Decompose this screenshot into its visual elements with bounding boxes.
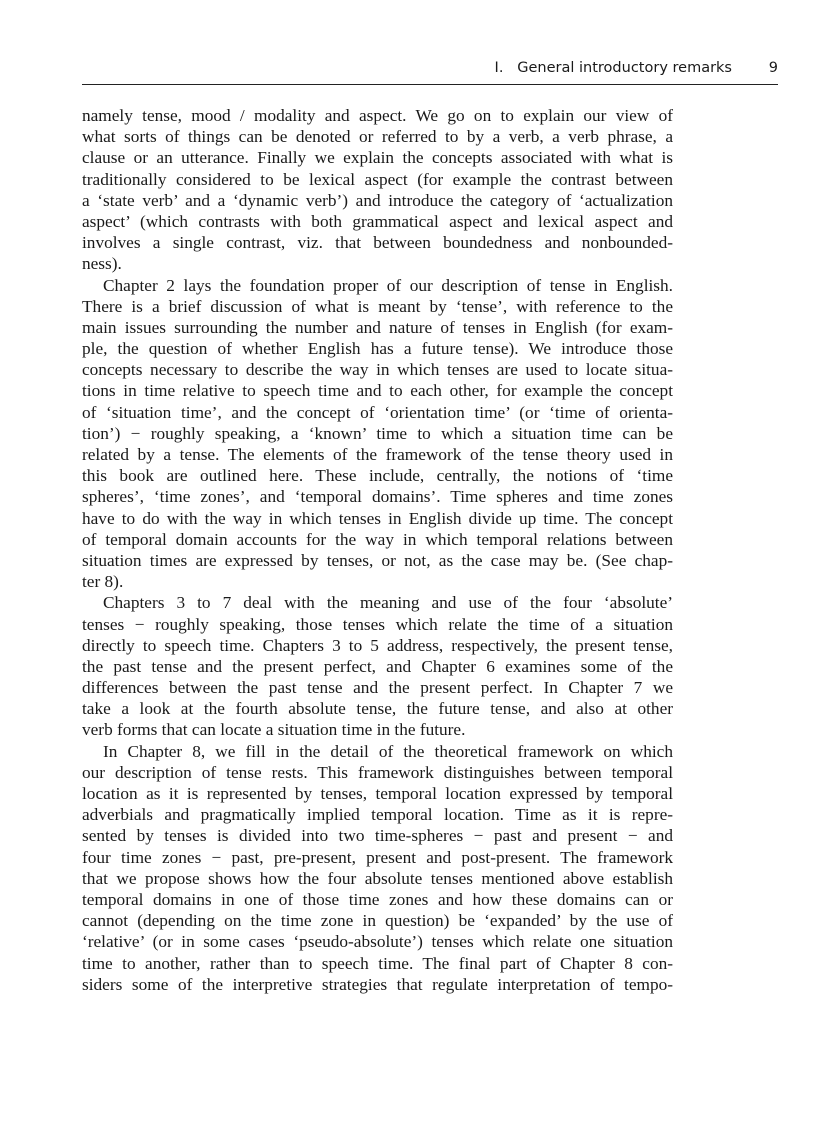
- text-line: time to another, rather than to speech time. The final part of Chapter 8 con-: [82, 953, 673, 973]
- text-line: this book are outlined here. These include, centrally, the notions of ‘time: [82, 466, 673, 486]
- text-line: ter 8).: [82, 572, 124, 592]
- paragraph: [82, 275, 673, 593]
- paragraph: [82, 741, 673, 995]
- text-line: clause or an utterance. Finally we explain the concepts associated with what is: [82, 148, 673, 168]
- text-line: location as it is represented by tenses, temporal location expressed by temporal: [82, 784, 673, 803]
- text-line: spheres’, ‘time zones’, and ‘temporal domains’. Time spheres and time zones: [82, 487, 673, 507]
- text-line: four time zones − past, pre-present, present and post-present. The framework: [82, 847, 673, 867]
- text-line: involves a single contrast, viz. that between boundedness and nonbounded-: [82, 233, 673, 253]
- text-line: There is a brief discussion of what is meant by ‘tense’, with reference to the: [82, 296, 673, 316]
- paragraph: [82, 105, 673, 275]
- text-line: verb forms that can locate a situation time in the future.: [82, 720, 466, 740]
- page-number: 9: [768, 60, 778, 76]
- paragraph: [82, 592, 673, 740]
- body-text: [82, 105, 673, 995]
- text-line: tions in time relative to speech time and to each other, for example the concept: [82, 381, 673, 401]
- running-header-title: I. General introductory remarks: [494, 60, 732, 76]
- text-line: Chapter 2 lays the foundation proper of our description of tense in English.: [103, 275, 673, 295]
- text-line: differences between the past tense and the present perfect. In Chapter 7 we: [82, 678, 673, 698]
- text-line: temporal domains in one of those time zones and how these domains can or: [82, 889, 673, 909]
- text-line: namely tense, mood / modality and aspect. We go on to explain our view of: [82, 106, 673, 125]
- text-line: traditionally considered to be lexical aspect (for example the contrast between: [82, 169, 673, 189]
- text-line: adverbials and pragmatically implied temporal location. Time as it is repre-: [82, 805, 673, 825]
- text-line: directly to speech time. Chapters 3 to 5 address, respectively, the present tense,: [82, 635, 673, 655]
- text-line: aspect’ (which contrasts with both grammatical aspect and lexical aspect and: [82, 211, 673, 231]
- text-line: of temporal domain accounts for the way in which temporal relations between: [82, 529, 673, 549]
- text-line: sented by tenses is divided into two time-spheres − past and present − and: [82, 826, 673, 846]
- text-line: tenses − roughly speaking, those tenses which relate the time of a situation: [82, 614, 673, 634]
- text-line: Chapters 3 to 7 deal with the meaning and use of the four ‘absolute’: [103, 593, 673, 613]
- text-line: the past tense and the present perfect, and Chapter 6 examines some of the: [82, 656, 673, 676]
- text-line: our description of tense rests. This framework distinguishes between temporal: [82, 762, 673, 782]
- text-line: ness).: [82, 254, 122, 274]
- text-line: what sorts of things can be denoted or referred to by a verb, a verb phrase, a: [82, 127, 673, 147]
- text-line: situation times are expressed by tenses, or not, as the case may be. (See chap-: [82, 550, 673, 570]
- text-line: have to do with the way in which tenses in English divide up time. The concept: [82, 508, 673, 528]
- text-line: In Chapter 8, we fill in the detail of the theoretical framework on which: [103, 741, 673, 761]
- text-line: tion’) − roughly speaking, a ‘known’ time to which a situation time can be: [82, 423, 673, 443]
- text-line: a ‘state verb’ and a ‘dynamic verb’) and introduce the category of ‘actualization: [82, 190, 673, 210]
- text-line: cannot (depending on the time zone in question) be ‘expanded’ by the use of: [82, 911, 673, 931]
- text-line: of ‘situation time’, and the concept of ‘orientation time’ (or ‘time of orienta-: [82, 402, 673, 422]
- text-line: siders some of the interpretive strategies that regulate interpretation of tempo-: [82, 974, 673, 994]
- text-line: related by a tense. The elements of the framework of the tense theory used in: [82, 445, 673, 464]
- text-line: main issues surrounding the number and nature of tenses in English (for exam-: [82, 317, 673, 337]
- text-line: ple, the question of whether English has a future tense). We introduce those: [82, 339, 673, 359]
- running-header: [82, 58, 778, 85]
- text-line: ‘relative’ (or in some cases ‘pseudo-absolute’) tenses which relate one situation: [82, 932, 673, 952]
- text-line: that we propose shows how the four absolute tenses mentioned above establish: [82, 868, 673, 888]
- text-line: concepts necessary to describe the way in which tenses are used to locate situa-: [82, 360, 673, 380]
- text-line: take a look at the fourth absolute tense, the future tense, and also at other: [82, 699, 673, 719]
